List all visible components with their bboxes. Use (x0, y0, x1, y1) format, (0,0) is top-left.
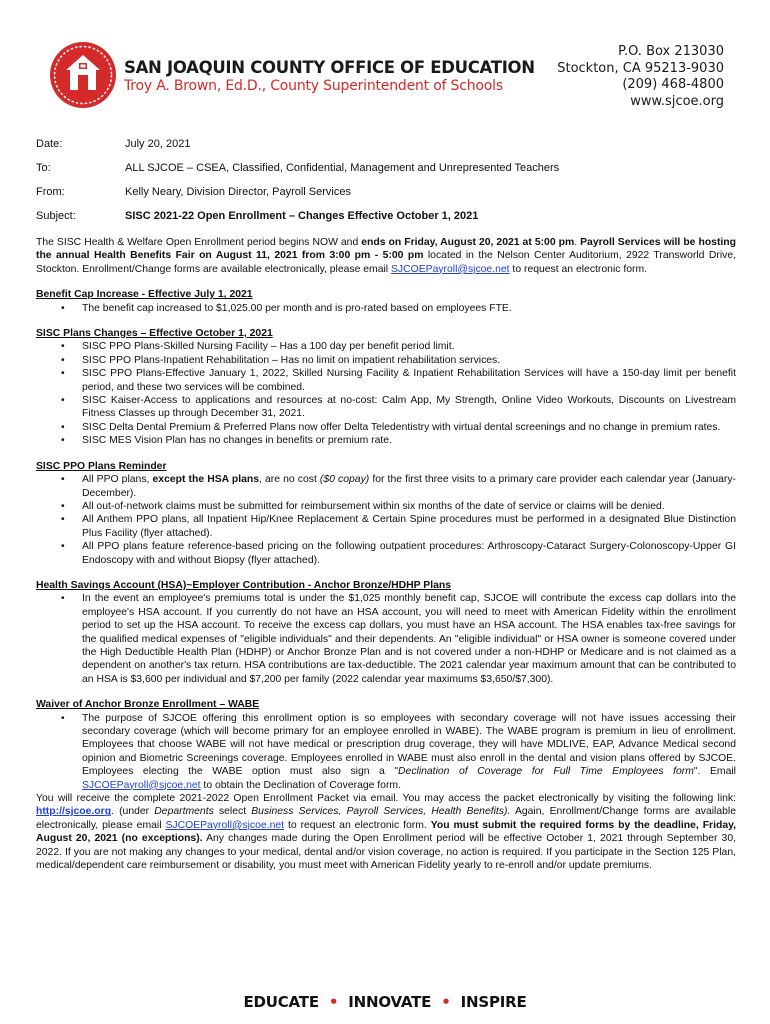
tagline-innovate: INNOVATE (348, 993, 432, 1011)
wabe-list (36, 712, 736, 792)
list-item: • All PPO plans, except the HSA plans, are no cost ($0 copay) for the first three visits to a primary care provider each calendar year (January-December). (36, 473, 736, 500)
address-city: Stockton, CA 95213-9030 (557, 60, 724, 76)
plans-changes-list (36, 340, 736, 447)
benefit-cap-list (36, 302, 736, 315)
payroll-email-link[interactable]: SJCOEPayroll@sjcoe.net (82, 779, 201, 791)
tagline-educate: EDUCATE (243, 993, 319, 1011)
date-label: Date: (36, 138, 63, 150)
list-item: • SISC Kaiser-Access to applications and resources at no-cost: Calm App, My Strength, Online Video Workouts, Discounts on Livestream Fitness Classes up through December 31, 2021. (36, 394, 736, 421)
payroll-email-link[interactable]: SJCOEPayroll@sjcoe.net (165, 819, 285, 831)
list-item: • All PPO plans feature reference-based pricing on the following outpatient procedures: Arthroscopy-Cataract Surgery-Colonoscopy-Upper GI Endoscopy with and without Biopsy (flyer attached). (36, 540, 736, 567)
ppo-reminder-title: SISC PPO Plans Reminder (36, 460, 167, 472)
subject-label: Subject: (36, 210, 76, 222)
list-item: • All out-of-network claims must be submitted for reimbursement within six months of the date of service or claims will be denied. (36, 500, 736, 513)
hsa-list (36, 592, 736, 686)
subject-value: SISC 2021-22 Open Enrollment – Changes Effective October 1, 2021 (125, 210, 479, 222)
list-item: • All Anthem PPO plans, all Inpatient Hip/Knee Replacement & Certain Spine procedures must be performed in a designated Blue Distinction Plus Facility (flyer attached). (36, 513, 736, 540)
ppo-reminder-list (36, 473, 736, 567)
tagline-separator: • (328, 993, 339, 1011)
sjcoe-website-link[interactable]: http://sjcoe.org (36, 806, 112, 818)
address-website: www.sjcoe.org (630, 93, 724, 109)
superintendent-line: Troy A. Brown, Ed.D., County Superintendent of Schools (124, 78, 503, 94)
org-name: SAN JOAQUIN COUNTY OFFICE OF EDUCATION (124, 58, 535, 77)
memo-body (36, 236, 736, 872)
benefit-cap-title: Benefit Cap Increase - Effective July 1, 2021 (36, 289, 253, 301)
date-value: July 20, 2021 (125, 138, 191, 150)
from-label: From: (36, 186, 65, 198)
plans-changes-title: SISC Plans Changes – Effective October 1, 2021 (36, 328, 273, 340)
list-item: • SISC MES Vision Plan has no changes in benefits or premium rate. (36, 434, 736, 447)
list-item: • The benefit cap increased to $1,025.00 per month and is pro-rated based on employees FTE. (36, 302, 736, 315)
to-label: To: (36, 162, 51, 174)
hsa-section (36, 579, 736, 686)
benefit-cap-section (36, 288, 736, 315)
list-item: • The purpose of SJCOE offering this enrollment option is so employees with secondary coverage will not have issues accessing their secondary coverage (which will become primary for an employee enrolled in WABE). The WABE program is premium in lieu of enrollment. Employees that choose WABE will not have medical or prescription drug coverage, they will have MDLIVE, EAP, Advance Medical second opinion and Biometric Screenings coverage. Employees enrolled in WABE must also enroll in the dental and vision plans offered by SJCOE. Employees electing the WABE option must also sign a "Declination of Coverage for Full Time Employees form". Email SJCOEPayroll@sjcoe.net to obtain the Declination of Coverage form. (36, 712, 736, 792)
plans-changes-section (36, 327, 736, 448)
ppo-reminder-section (36, 460, 736, 567)
hsa-title: Health Savings Account (HSA)~Employer Contribution - Anchor Bronze/HDHP Plans (36, 579, 451, 591)
to-value: ALL SJCOE – CSEA, Classified, Confidential, Management and Unrepresented Teachers (125, 162, 560, 174)
list-item: • In the event an employee's premiums total is under the $1,025 monthly benefit cap, SJCOE will contribute the excess cap dollars into the employee's HSA account. If you currently do not have an HSA account, you will need to meet with American Fidelity within the enrollment period to set up the HSA account. To receive the excess cap dollars, you must have an HSA account. The HSA enables tax-free savings for the qualified medical expenses of "eligible individuals" and their dependents. An "eligible individual" or HSA owner is someone covered under the High Deductible Health Plan (HDHP) or Anchor Bronze Plan and is not covered under a non-HDHP or Medicare and is not claimed as a dependent on another's tax return. HSA contributions are tax-deductible. The 2021 calendar year maximum amount that can be contributed to an HSA is $3,600 per individual and $7,200 per family (2022 calendar year maximums $3,650/$7,300). (36, 592, 736, 686)
payroll-email-link[interactable]: SJCOEPayroll@sjcoe.net (391, 263, 510, 275)
address-phone: (209) 468-4800 (622, 77, 724, 92)
from-value: Kelly Neary, Division Director, Payroll Services (125, 186, 351, 198)
sjcoe-logo-icon (48, 40, 118, 110)
closing-paragraph: You will receive the complete 2021-2022 Open Enrollment Packet via email. You may access the packet electronically by visiting the following link: http://sjcoe.org. (under Departments select Business Services, Payroll Services, Health Benefits). Again, Enrollment/Change forms are available electronically, please email SJCOEPayroll@sjcoe.net to request an electronic form. You must submit the required forms by the deadline, Friday, August 20, 2021 (no exceptions). Any changes made during the Open Enrollment period will be effective October 1, 2021 through September 30, 2022. If you are not making any changes to your medical, dental and/or vision coverage, no action is required. If you participate in the Section 125 Plan, medical/dependent care reimbursement or disability, you must meet with American Fidelity yearly to re-enroll and/or update premiums. (36, 793, 737, 872)
tagline-inspire: INSPIRE (460, 993, 527, 1011)
list-item: • SISC Delta Dental Premium & Preferred Plans now offer Delta Teledentistry with virtual dental screenings and no change in premium rates. (36, 421, 736, 434)
wabe-title: Waiver of Anchor Bronze Enrollment – WABE (36, 699, 260, 711)
list-item: • SISC PPO Plans-Skilled Nursing Facility – Has a 100 day per benefit period limit. (36, 340, 736, 353)
footer-tagline (0, 993, 770, 1011)
tagline-separator: • (441, 993, 451, 1011)
address-block (557, 44, 724, 110)
list-item: • SISC PPO Plans-Effective January 1, 2022, Skilled Nursing Facility & Inpatient Rehabilitation Services will have a 150-day limit per benefit period, and these two services will be combined. (36, 367, 736, 394)
wabe-section (36, 698, 736, 792)
list-item: • SISC PPO Plans-Inpatient Rehabilitation – Has no limit on impatient rehabilitation services. (36, 354, 736, 367)
address-po-box: P.O. Box 213030 (618, 44, 724, 59)
intro-paragraph: The SISC Health & Welfare Open Enrollment period begins NOW and ends on Friday, August 20, 2021 at 5:00 pm. Payroll Services will be hosting the annual Health Benefits Fair on August 11, 2021 from 3:00 pm - 5:00 pm located in the Nelson Center Auditorium, 2922 Transworld Drive, Stockton. Enrollment/Change forms are available electronically, please email SJCOEPayroll@sjcoe.net to request an electronic form. (36, 237, 737, 275)
